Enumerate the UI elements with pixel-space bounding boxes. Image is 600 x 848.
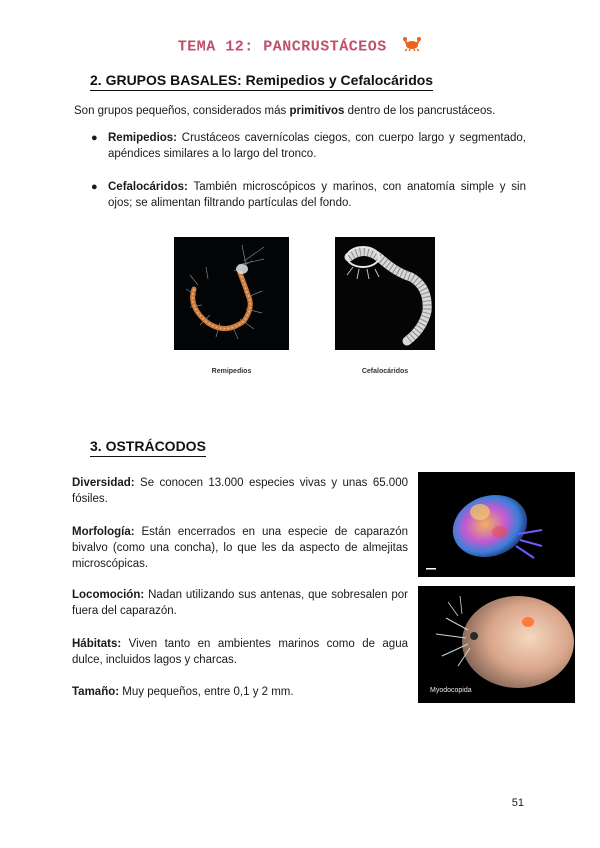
page-title-text: TEMA 12: PANCRUSTÁCEOS xyxy=(177,38,387,56)
ostracod-photo-colorful xyxy=(418,472,575,577)
bullet-cefalocaridos: Cefalocáridos: También microscópicos y marinos, con anatomía simple y sin ojos; se alimentan filtrando partículas del fondo. xyxy=(108,181,526,209)
cefalocaridos-caption: Cefalocáridos xyxy=(361,368,409,375)
bullet-remipedios: Remipedios: Crustáceos cavernícolas ciegos, con cuerpo largo y segmentado, apéndices similares a lo largo del tronco. xyxy=(108,132,526,160)
section-heading-text: 2. GRUPOS BASALES: Remipedios y Cefalocáridos xyxy=(90,72,434,88)
section-heading-text: 3. OSTRÁCODOS xyxy=(90,438,206,454)
page-number: 51 xyxy=(511,797,524,809)
section-heading-grupos-basales xyxy=(90,72,433,88)
page-title xyxy=(0,36,600,57)
paragraph-habitats: Hábitats: Viven tanto en ambientes marinos como de agua dulce, incluidos lagos y charcas. xyxy=(72,638,408,666)
section-heading-ostracodos xyxy=(90,438,206,454)
intro-paragraph: Son grupos pequeños, considerados más primitivos dentro de los pancrustáceos. xyxy=(74,105,496,117)
paragraph-tamano: Tamaño: Muy pequeños, entre 0,1 y 2 mm. xyxy=(72,686,294,698)
remipedios-caption: Remipedios xyxy=(211,368,252,375)
bullet-dot: ● xyxy=(91,132,98,144)
crab-icon xyxy=(402,36,422,57)
paragraph-locomocion: Locomoción: Nadan utilizando sus antenas, que sobresalen por fuera del caparazón. xyxy=(72,589,408,617)
ostracod-photo-myodocopida xyxy=(418,586,575,703)
paragraph-diversidad: Diversidad: Se conocen 13.000 especies vivas y unas 65.000 fósiles. xyxy=(72,477,408,505)
cefalocaridos-photo xyxy=(335,237,435,350)
photo-label: Myodocopida xyxy=(430,687,472,694)
paragraph-morfologia: Morfología: Están encerrados en una especie de caparazón bivalvo (como una concha), lo que les da aspecto de almejitas microscópicas. xyxy=(72,526,408,570)
bullet-dot: ● xyxy=(91,181,98,193)
remipedios-photo xyxy=(174,237,289,350)
